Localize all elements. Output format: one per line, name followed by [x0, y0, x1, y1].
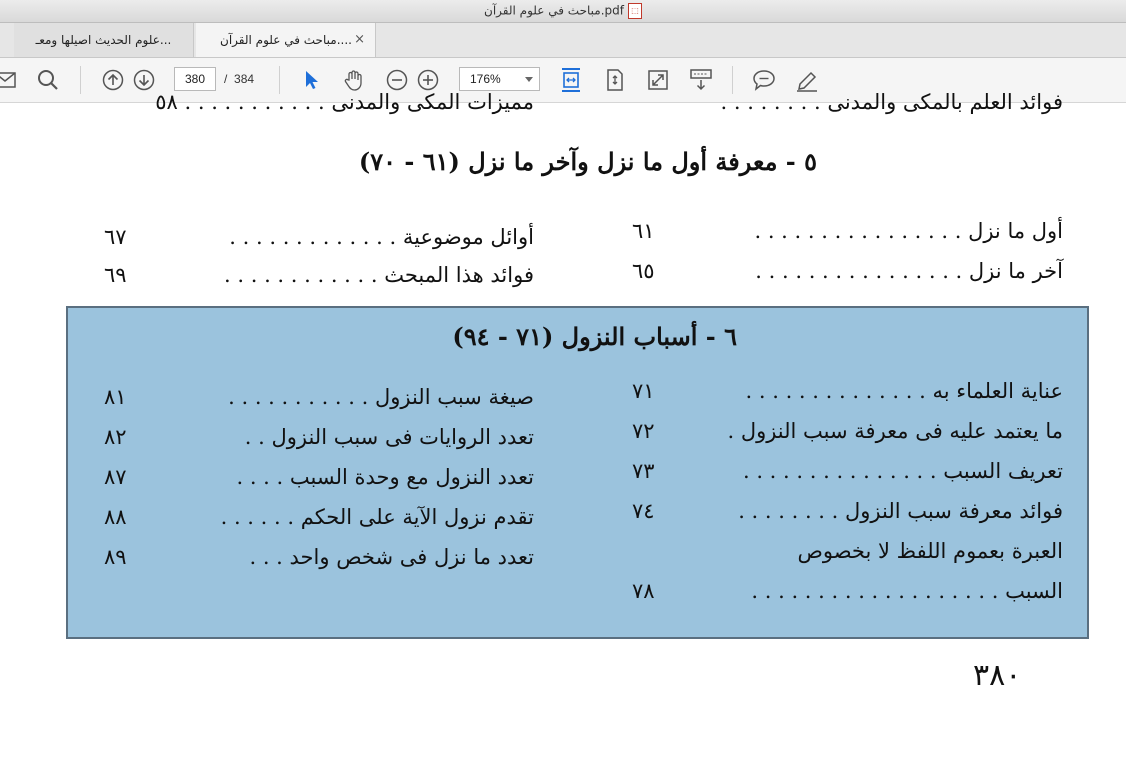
toc-entry: تعدد الروايات فى سبب النزول . .: [244, 425, 534, 449]
zoom-select[interactable]: [459, 67, 540, 91]
fit-width-icon[interactable]: [558, 67, 584, 93]
pdf-file-icon: ⬚: [628, 3, 642, 19]
toc-page-number: ٦١: [632, 219, 655, 243]
toc-page-number: ٨٨: [104, 505, 127, 529]
fullscreen-icon[interactable]: [645, 67, 671, 93]
toc-entry: العبرة بعموم اللفظ لا بخصوص: [797, 539, 1063, 563]
scroll-mode-icon[interactable]: [688, 67, 714, 93]
toc-entry: ما يعتمد عليه فى معرفة سبب النزول .: [727, 419, 1063, 443]
zoom-value: 176%: [470, 72, 501, 86]
toc-entry-thematic-firsts: أوائل موضوعية . . . . . . . . . . . . .: [229, 225, 534, 249]
mail-icon[interactable]: [0, 67, 18, 93]
toc-entry: تقدم نزول الآية على الحكم . . . . . .: [220, 505, 534, 529]
page-total: 384: [234, 72, 255, 86]
toc-page-number: ٨٧: [104, 465, 127, 489]
toc-page-number: ٧٨: [632, 579, 655, 603]
tab-bar: [0, 23, 1126, 58]
toc-page-number: ٦٥: [632, 259, 655, 283]
toc-entry: تعدد النزول مع وحدة السبب . . . .: [236, 465, 534, 489]
toc-page-number: ٧٣: [632, 459, 655, 483]
page-separator: /: [224, 72, 228, 86]
next-page-icon[interactable]: [131, 67, 157, 93]
section-5-heading: ٥ - معرفة أول ما نزل وآخر ما نزل (٦١ - ٧٠): [358, 147, 817, 176]
toc-page-number: ٦٧: [104, 225, 127, 249]
toc-entry-first-revealed: أول ما نزل . . . . . . . . . . . . . . . .: [754, 219, 1063, 243]
tab-quran-sciences[interactable]: [196, 23, 376, 57]
page-count: [224, 72, 254, 86]
toc-entry: عناية العلماء به . . . . . . . . . . . . . .: [745, 379, 1063, 403]
chevron-down-icon: [525, 77, 533, 82]
toc-entry: تعريف السبب . . . . . . . . . . . . . . .: [742, 459, 1063, 483]
window-title: [0, 3, 1126, 19]
toc-entry-partial-left: مميزات المكى والمدنى . . . . . . . . . . . ٥٨: [155, 90, 534, 114]
toc-entry: فوائد معرفة سبب النزول . . . . . . . .: [738, 499, 1063, 523]
window-titlebar: [0, 0, 1126, 23]
toc-page-number: ٧١: [632, 379, 655, 403]
toc-entry: تعدد ما نزل فى شخص واحد . . .: [249, 545, 534, 569]
toc-entry: السبب . . . . . . . . . . . . . . . . . . .: [751, 579, 1063, 603]
tab-hadith-sciences[interactable]: [14, 23, 194, 57]
toc-page-number: ٨٢: [104, 425, 127, 449]
toc-entry-chapter-benefits: فوائد هذا المبحث . . . . . . . . . . . .: [224, 263, 534, 287]
toc-entry-partial-right: فوائد العلم بالمكى والمدنى . . . . . . . .: [720, 90, 1063, 114]
pdf-page: [0, 90, 1126, 765]
search-icon[interactable]: [35, 67, 61, 93]
toc-page-number: ٦٩: [104, 263, 127, 287]
page-number-input[interactable]: [174, 67, 216, 91]
prev-page-icon[interactable]: [100, 67, 126, 93]
toc-page-number: ٨١: [104, 385, 127, 409]
fit-page-icon[interactable]: [602, 67, 628, 93]
window-title-text: مباحث في علوم القرآن.pdf: [484, 3, 624, 18]
page-footer-number: ٣٨٠: [973, 658, 1022, 693]
toc-entry: صيغة سبب النزول . . . . . . . . . . .: [228, 385, 534, 409]
toc-entry-last-revealed: آخر ما نزل . . . . . . . . . . . . . . . .: [755, 259, 1063, 283]
toolbar-divider: [80, 66, 81, 94]
toc-page-number: ٧٢: [632, 419, 655, 443]
tab-label: علوم الحديث اصيلها ومعـ...: [35, 33, 172, 47]
toc-page-number: ٨٩: [104, 545, 127, 569]
toc-page-number: ٧٤: [632, 499, 655, 523]
close-tab-icon[interactable]: ×: [354, 32, 365, 47]
tab-label: مباحث في علوم القرآن....: [220, 33, 352, 47]
section-6-heading: ٦ - أسباب النزول (٧١ - ٩٤): [452, 322, 737, 351]
